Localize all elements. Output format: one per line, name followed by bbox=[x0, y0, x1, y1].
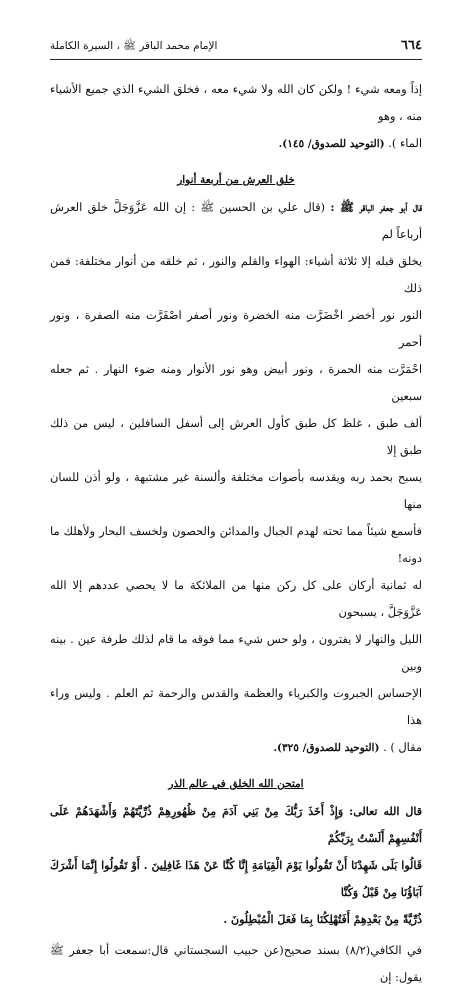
citation: (التوحيد للصدوق/ ١٤٥). bbox=[278, 138, 385, 150]
text-line: احْمَرَّت منه الحمرة ، ونور أبيض وهو نور الأنوار ومنه ضوء النهار . ثم جعله سبعين bbox=[50, 362, 422, 403]
narrator-lead: قال أبو جعفر الباقر ﷺ : bbox=[330, 200, 423, 214]
running-title: الإمام محمد الباقر ﷺ ، السيرة الكاملة bbox=[50, 40, 218, 52]
text-line: له ثمانية أركان على كل ركن منها من الملائكة ما لا يحصي عددهم إلا الله عَزَّوَجَلَّ ، يسبحون bbox=[50, 578, 422, 619]
page-number: ٦٦٤ bbox=[401, 38, 422, 53]
text-line: إذاً ومعه شيء ! ولكن كان الله ولا شيء معه ، فخلق الشيء الذي جميع الأشياء منه ، وهو bbox=[50, 82, 422, 123]
text-line: الليل والنهار لا يفترون ، ولو حس شيء مما فوقه ما قام لذلك طرفة عين . بينه وبين bbox=[50, 632, 422, 673]
section-body-dharr bbox=[50, 798, 422, 991]
document-page bbox=[50, 38, 422, 991]
text-line bbox=[50, 130, 422, 158]
text-fragment: مقال ) . bbox=[383, 740, 422, 754]
text-line: فأسمع شيئاً مما تحته لهدم الجبال والمدائن والحصون ولخسف البحار ولأهلك ما دونه! bbox=[50, 524, 422, 565]
narrator-lead: قال الله تعالى: bbox=[349, 805, 422, 818]
section-heading: خلق العرش من أربعة أنوار bbox=[177, 174, 295, 186]
quran-line: قَالُوا بَلَى شَهِدْنَا أَنْ تَقُولُوا يَوْمَ الْقِيَامَةِ إِنَّا كُنَّا عَنْ هَذَا غَافِلِينَ . أَوْ تَقُولُوا إِنَّمَا أَشْرَكَ آبَاؤُنَا مِنْ قَبْلُ وَكُنَّا bbox=[50, 859, 422, 899]
text-line bbox=[50, 734, 422, 762]
text-line: الإحساس الجبروت والكبرياء والعظمة والقدس والرحمة ثم العلم . وليس وراء هذا bbox=[50, 686, 422, 727]
text-line: يخلق قبله إلا ثلاثة أشياء: الهواء والقلم والنور ، ثم خلقه من أنوار مختلفة: فمن ذلك bbox=[50, 254, 422, 295]
quran-line: ذُرِّيَّةً مِنْ بَعْدِهِمْ أَفَتُهْلِكُنَا بِمَا فَعَلَ الْمُبْطِلُونَ . bbox=[223, 913, 422, 926]
text-fragment: (قال علي بن الحسين ﷺ : إن الله عَزَّوَجَلَّ خلق العرش أرباعاً لم bbox=[50, 200, 422, 241]
text-line: يسبح بحمد ربه ويقدسه بأصوات مختلفة وألسنة غير مشتبهة ، ولو أذن للسان منها bbox=[50, 470, 422, 511]
section-body-throne bbox=[50, 194, 422, 762]
text-line: في الكافي(٨/٢) بسند صحيح(عن حبيب السجستاني قال:سمعت أبا جعفر ﷺ يقول: إن bbox=[50, 943, 422, 984]
section-heading: امتحن الله الخلق في عالم الذر bbox=[168, 778, 304, 790]
text-line bbox=[50, 194, 422, 248]
page-header bbox=[50, 38, 422, 60]
opening-paragraph bbox=[50, 76, 422, 158]
text-fragment: الماء ). bbox=[388, 136, 422, 150]
quran-line bbox=[50, 798, 422, 852]
quran-fragment: وَإِذْ أَخَذَ رَبُّكَ مِنْ بَنِي آدَمَ مِنْ ظُهُورِهِمْ ذُرِّيَّتَهُمْ وَأَشْهَدَهُمْ عَلَى أَنْفُسِهِمْ أَلَسْتُ بِرَبِّكُمْ bbox=[50, 805, 422, 845]
citation: (التوحيد للصدوق/ ٣٢٥). bbox=[273, 742, 380, 754]
text-line: ألف طبق ، غلظ كل طبق كأول العرش إلى أسفل السافلين ، ليس من ذلك طبق إلا bbox=[50, 416, 422, 457]
text-line: النور نور أخضر اخْضَرَّت منه الخضرة ونور أصفر اصْفَرَّت منه الصفرة ، ونور أحمر bbox=[50, 308, 422, 349]
